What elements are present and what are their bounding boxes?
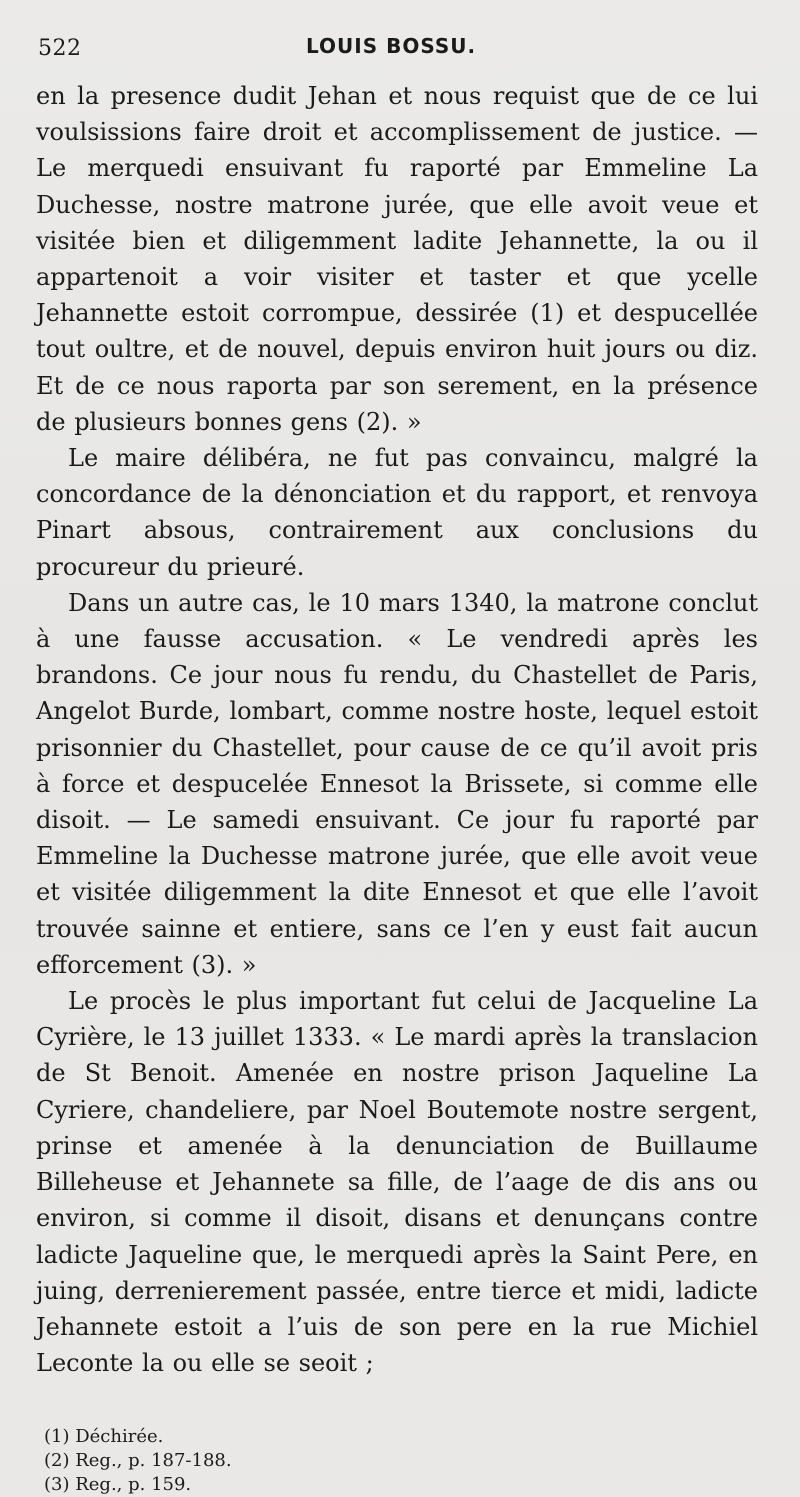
paragraph: Le procès le plus important fut celui de Jacqueline La Cyrière, le 13 juillet 1333. « Le mardi après la translacion de St Benoit. Amenée en nostre prison Jaqueline La Cyriere, chandeliere, par Noel Boutemote nostre sergent, prinse et amenée à la denunciation de Buillaume Billeheuse et Jehannete sa fille, de l’aage de dis ans ou environ, si comme il disoit, disans et denunçans contre ladicte Jaqueline que, le merquedi après la Saint Pere, en juing, derrenierement passée, entre tierce et midi, ladicte Jehannete estoit a l’uis de son pere en la rue Michiel Leconte la ou elle se seoit ; xyxy=(36,987,758,1378)
paragraph: en la presence dudit Jehan et nous requist que de ce lui voulsissions faire droit et accomplissement de justice. — Le merquedi ensuivant fu raporté par Emmeline La Duchesse, nostre matrone jurée, que elle avoit veue et visitée bien et diligemment ladite Jehannette, la ou il appartenoit a voir visiter et taster et que ycelle Jehannette estoit corrompue, dessirée (1) et despucellée tout oultre, et de nouvel, depuis environ huit jours ou diz. Et de ce nous raporta par son serement, en la présence de plusieurs bonnes gens (2). » xyxy=(36,82,758,436)
footnote: (2) Reg., p. 187-188. xyxy=(44,1450,232,1472)
footnotes xyxy=(36,1425,758,1497)
running-title: LOUIS BOSSU. xyxy=(306,34,477,58)
footnote: (1) Déchirée. xyxy=(44,1426,164,1448)
body-text xyxy=(36,78,758,1381)
paragraph: Dans un autre cas, le 10 mars 1340, la matrone conclut à une fausse accusation. « Le vendredi après les brandons. Ce jour nous fu rendu, du Chastellet de Paris, Angelot Burde, lombart, comme nostre hoste, lequel estoit prisonnier du Chastellet, pour cause de ce qu’il avoit pris à force et despucelée Ennesot la Brissete, si comme elle disoit. — Le samedi ensuivant. Ce jour fu raporté par Emmeline la Duchesse matrone jurée, que elle avoit veue et visitée diligemment la dite Ennesot et que elle l’avoit trouvée sainne et entiere, sans ce l’en y eust fait aucun efforcement (3). » xyxy=(36,588,758,979)
paragraph: Le maire délibéra, ne fut pas convaincu, malgré la concordance de la dénonciation et du rapport, et renvoya Pinart absous, contrairement aux conclusions du procureur du prieuré. xyxy=(36,444,758,581)
page-header xyxy=(36,26,758,70)
footnote: (3) Reg., p. 159. xyxy=(44,1474,192,1496)
page-number: 522 xyxy=(38,36,82,61)
